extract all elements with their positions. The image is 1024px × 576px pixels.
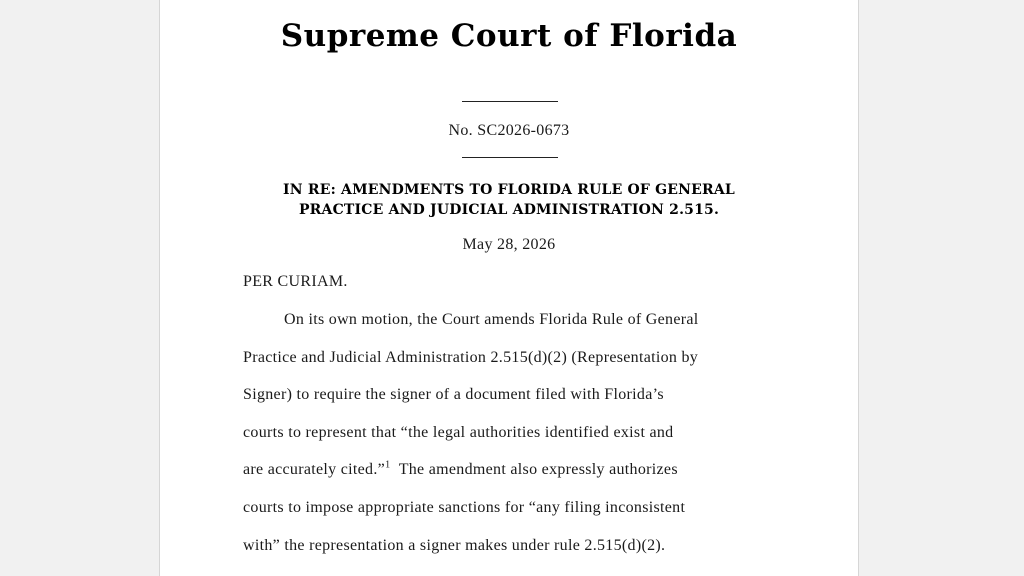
caption-line-1: IN RE: AMENDMENTS TO FLORIDA RULE OF GENERAL: [283, 182, 735, 198]
body-line-7: with” the representation a signer makes under rule 2.515(d)(2).: [243, 537, 666, 554]
body-line-1: On its own motion, the Court amends Florida Rule of General: [284, 311, 699, 328]
body-line-6: courts to impose appropriate sanctions for “any filing inconsistent: [243, 499, 686, 516]
caption-line-2: PRACTICE AND JUDICIAL ADMINISTRATION 2.515.: [298, 202, 720, 218]
footnote-reference-1[interactable]: 1: [385, 459, 391, 471]
court-title: Supreme Court of Florida: [280, 18, 738, 54]
body-line-5: [243, 461, 678, 479]
bottom-divider: [462, 157, 558, 158]
body-line-3: Signer) to require the signer of a document filed with Florida’s: [243, 386, 664, 403]
body-line-5-text: are accurately cited.”: [243, 461, 386, 478]
case-number: No. SC2026-0673: [448, 122, 570, 139]
body-line-4: courts to represent that “the legal authorities identified exist and: [243, 424, 674, 441]
document-page: [159, 0, 859, 576]
decision-date: May 28, 2026: [462, 236, 556, 253]
top-divider: [462, 101, 558, 102]
body-line-2: Practice and Judicial Administration 2.515(d)(2) (Representation by: [243, 349, 699, 366]
per-curiam-heading: PER CURIAM.: [243, 273, 348, 290]
body-line-5-continuation: The amendment also expressly authorizes: [398, 461, 678, 478]
case-caption: [160, 180, 858, 220]
